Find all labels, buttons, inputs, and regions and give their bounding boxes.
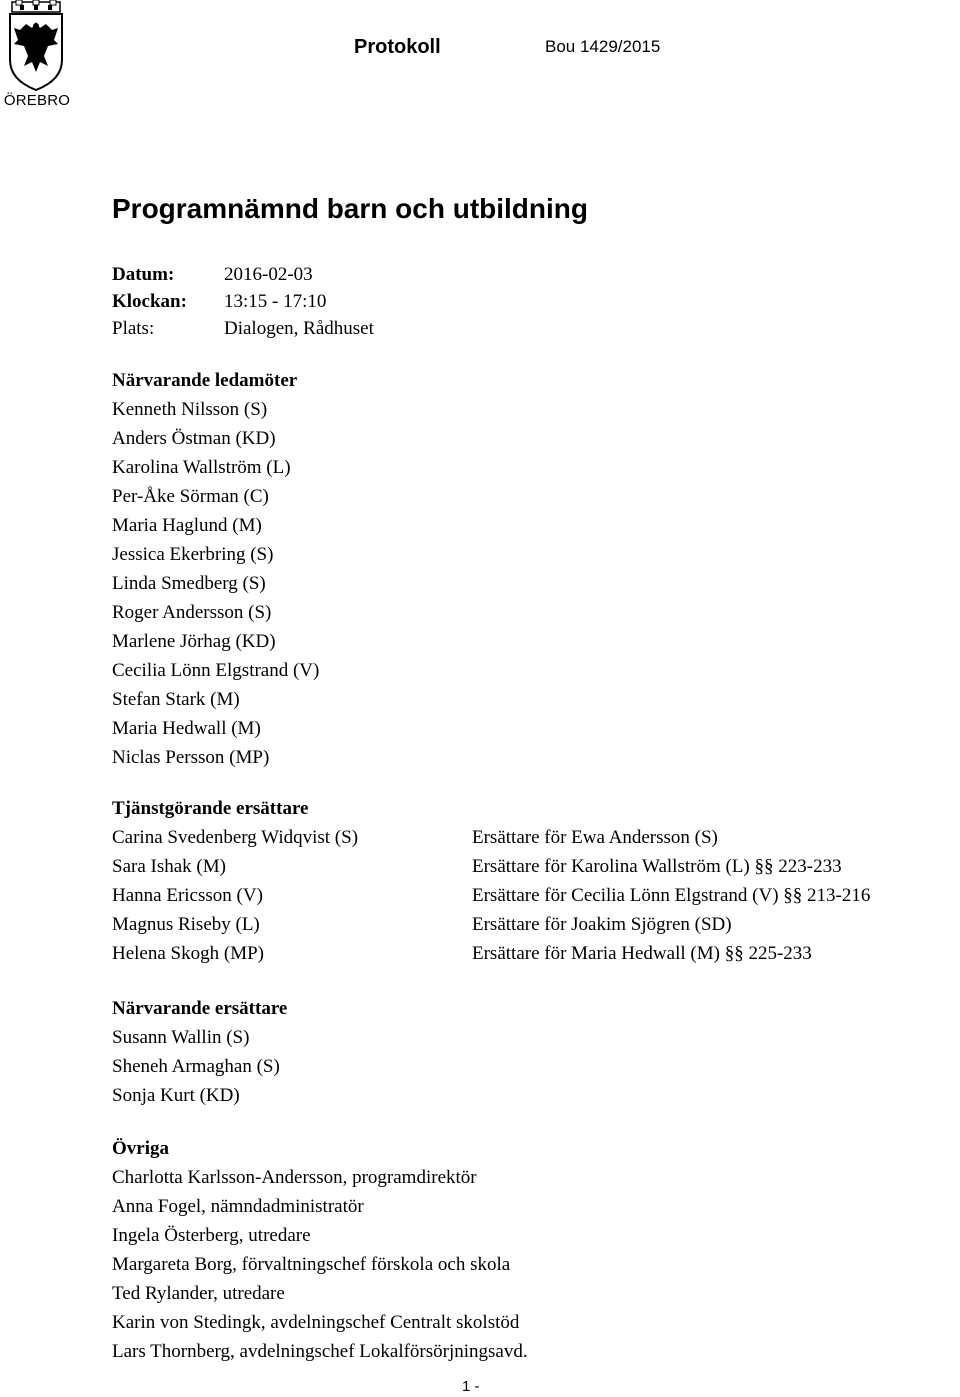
substitute-row xyxy=(112,939,870,968)
list-item: Sheneh Armaghan (S) xyxy=(112,1056,280,1077)
present-substitutes-section xyxy=(112,994,287,1110)
coat-of-arms-icon xyxy=(2,0,70,92)
substitute-name: Hanna Ericsson (V) xyxy=(112,885,263,906)
list-item: Maria Hedwall (M) xyxy=(112,718,261,739)
logo-wordmark: ÖREBRO xyxy=(3,92,71,109)
list-item: Marlene Jörhag (KD) xyxy=(112,631,276,652)
page-number: 1 - xyxy=(462,1378,480,1395)
meta-row-date xyxy=(112,261,374,288)
list-item: Ingela Österberg, utredare xyxy=(112,1225,311,1246)
list-item: Per-Åke Sörman (C) xyxy=(112,486,269,507)
list-item: Karolina Wallström (L) xyxy=(112,457,291,478)
substitute-name: Carina Svedenberg Widqvist (S) xyxy=(112,827,359,848)
list-item: Linda Smedberg (S) xyxy=(112,573,266,594)
substitute-name: Helena Skogh (MP) xyxy=(112,943,264,964)
list-item: Anders Östman (KD) xyxy=(112,428,276,449)
list-item: Charlotta Karlsson-Andersson, programdirektör xyxy=(112,1167,477,1188)
document-type: Protokoll xyxy=(354,36,441,58)
meta-label: Klockan: xyxy=(112,291,187,312)
substitute-row xyxy=(112,852,870,881)
list-item: Susann Wallin (S) xyxy=(112,1027,250,1048)
substitute-row xyxy=(112,823,870,852)
list-item: Anna Fogel, nämndadministratör xyxy=(112,1196,364,1217)
list-item: Niclas Persson (MP) xyxy=(112,747,270,768)
page-title: Programnämnd barn och utbildning xyxy=(112,193,588,224)
section-heading: Tjänstgörande ersättare xyxy=(112,798,309,819)
meta-row-place xyxy=(112,315,374,342)
substitute-role: Ersättare för Maria Hedwall (M) §§ 225-233 xyxy=(472,943,812,964)
substitute-row xyxy=(112,910,870,939)
substitute-role: Ersättare för Karolina Wallström (L) §§ 223-233 xyxy=(472,856,842,877)
meeting-details xyxy=(112,261,374,342)
serving-substitutes-section xyxy=(112,794,870,968)
meta-value: 2016-02-03 xyxy=(224,264,313,285)
list-item: Ted Rylander, utredare xyxy=(112,1283,285,1304)
substitute-role: Ersättare för Joakim Sjögren (SD) xyxy=(472,914,732,935)
substitute-name: Magnus Riseby (L) xyxy=(112,914,260,935)
members-section xyxy=(112,366,319,772)
others-section xyxy=(112,1134,528,1366)
list-item: Margareta Borg, förvaltningschef förskola och skola xyxy=(112,1254,511,1275)
substitute-name: Sara Ishak (M) xyxy=(112,856,226,877)
section-heading: Närvarande ledamöter xyxy=(112,370,298,391)
meta-row-time xyxy=(112,288,374,315)
meta-value: Dialogen, Rådhuset xyxy=(224,318,374,339)
meta-value: 13:15 - 17:10 xyxy=(224,291,327,312)
list-item: Kenneth Nilsson (S) xyxy=(112,399,268,420)
substitute-row xyxy=(112,881,870,910)
list-item: Sonja Kurt (KD) xyxy=(112,1085,240,1106)
substitute-role: Ersättare för Ewa Andersson (S) xyxy=(472,827,718,848)
meta-label: Plats: xyxy=(112,318,155,339)
orebro-logo xyxy=(2,0,72,112)
substitute-role: Ersättare för Cecilia Lönn Elgstrand (V) §§ 213-216 xyxy=(472,885,871,906)
list-item: Jessica Ekerbring (S) xyxy=(112,544,274,565)
list-item: Maria Haglund (M) xyxy=(112,515,262,536)
meta-label: Datum: xyxy=(112,264,175,285)
list-item: Karin von Stedingk, avdelningschef Centralt skolstöd xyxy=(112,1312,520,1333)
document-reference: Bou 1429/2015 xyxy=(545,37,661,56)
section-heading: Närvarande ersättare xyxy=(112,998,288,1019)
list-item: Stefan Stark (M) xyxy=(112,689,240,710)
list-item: Lars Thornberg, avdelningschef Lokalförsörjningsavd. xyxy=(112,1341,528,1362)
list-item: Roger Andersson (S) xyxy=(112,602,272,623)
list-item: Cecilia Lönn Elgstrand (V) xyxy=(112,660,320,681)
section-heading: Övriga xyxy=(112,1138,169,1159)
